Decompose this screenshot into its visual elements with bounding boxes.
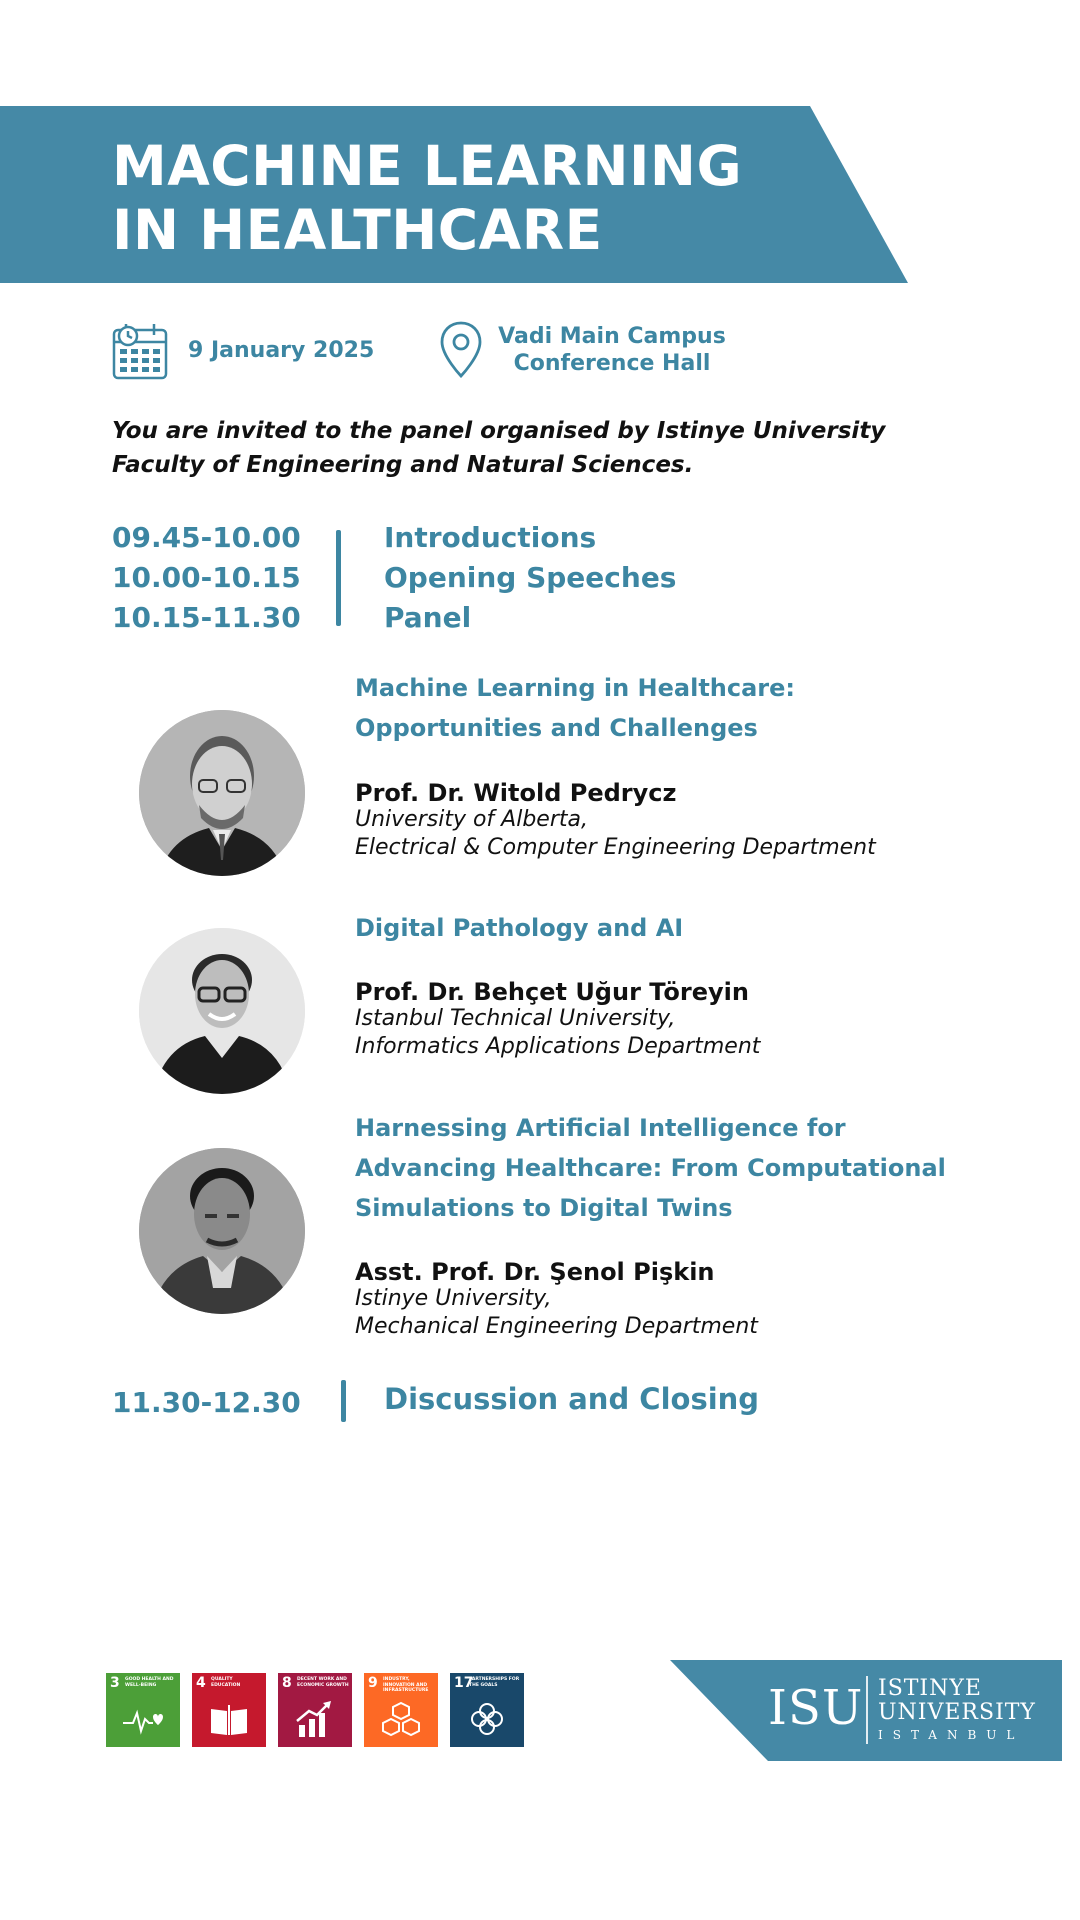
venue-line-1: Vadi Main Campus xyxy=(498,324,726,349)
heartbeat-icon xyxy=(123,1701,163,1737)
invitation-line-2: Faculty of Engineering and Natural Sciences. xyxy=(112,452,694,478)
affiliation-line: Electrical & Computer Engineering Department xyxy=(355,835,876,860)
agenda-divider xyxy=(336,530,341,626)
logo-abbreviation: ISU xyxy=(768,1680,864,1736)
page-title xyxy=(112,134,742,262)
sdg-badge xyxy=(278,1673,352,1747)
sdg-badge xyxy=(364,1673,438,1747)
agenda-time: 09.45-10.00 xyxy=(112,521,301,554)
speaker-photo xyxy=(139,710,305,876)
closing-item: Discussion and Closing xyxy=(384,1382,760,1416)
agenda-time: 10.00-10.15 xyxy=(112,561,301,594)
speaker-photo xyxy=(139,928,305,1094)
agenda-item: Opening Speeches xyxy=(384,561,677,594)
speaker-affiliation xyxy=(355,1285,1055,1341)
sdg-label: GOOD HEALTH AND WELL-BEING xyxy=(125,1677,174,1688)
growth-chart-icon xyxy=(295,1701,335,1737)
event-info-row xyxy=(112,318,1012,388)
sdg-number: 3 xyxy=(110,1675,120,1691)
sdg-label: DECENT WORK AND ECONOMIC GROWTH xyxy=(297,1677,349,1688)
title-banner xyxy=(0,106,910,283)
portrait-icon xyxy=(139,710,305,876)
sdg-number: 4 xyxy=(196,1675,206,1691)
talk-title-line: Machine Learning in Healthcare: xyxy=(355,674,796,702)
agenda-items xyxy=(384,518,676,638)
title-line-2: IN HEALTHCARE xyxy=(112,198,603,262)
speaker-affiliation xyxy=(355,1005,1055,1061)
invitation-line-1: You are invited to the panel organised by Istinye University xyxy=(112,418,886,444)
talk-title-line: Digital Pathology and AI xyxy=(355,914,684,942)
invitation-text xyxy=(112,414,962,482)
talk-title xyxy=(355,908,1055,948)
affiliation-line: Informatics Applications Department xyxy=(355,1034,761,1059)
speaker-name: Prof. Dr. Behçet Uğur Töreyin xyxy=(355,978,749,1006)
agenda-times xyxy=(112,518,301,638)
cubes-icon xyxy=(381,1701,421,1737)
agenda-time: 10.15-11.30 xyxy=(112,601,301,634)
sdg-label: PARTNERSHIPS FOR THE GOALS xyxy=(469,1677,520,1688)
logo-divider xyxy=(866,1676,868,1744)
affiliation-line: University of Alberta, xyxy=(355,807,588,832)
logo-line-2: UNIVERSITY xyxy=(878,1700,1036,1725)
logo-line-3: ISTANBUL xyxy=(878,1728,1025,1742)
talk-title-line: Simulations to Digital Twins xyxy=(355,1194,733,1222)
sdg-badge xyxy=(450,1673,524,1747)
title-line-1: MACHINE LEARNING xyxy=(112,134,743,198)
talk-title-line: Advancing Healthcare: From Computational xyxy=(355,1154,946,1182)
closing-divider xyxy=(341,1380,346,1422)
speaker-name: Asst. Prof. Dr. Şenol Pişkin xyxy=(355,1258,715,1286)
affiliation-line: Istanbul Technical University, xyxy=(355,1006,676,1031)
talk-title-line: Opportunities and Challenges xyxy=(355,714,758,742)
speaker-photo xyxy=(139,1148,305,1314)
flower-icon xyxy=(467,1701,507,1737)
sdg-badge xyxy=(106,1673,180,1747)
sdg-number: 8 xyxy=(282,1675,292,1691)
event-venue xyxy=(462,323,762,377)
portrait-icon xyxy=(139,928,305,1094)
agenda-item: Introductions xyxy=(384,521,597,554)
sdg-number: 9 xyxy=(368,1675,378,1691)
speaker-name: Prof. Dr. Witold Pedrycz xyxy=(355,779,677,807)
logo-line-1: ISTINYE xyxy=(878,1676,982,1701)
book-icon xyxy=(209,1701,249,1737)
sdg-number: 17 xyxy=(454,1675,474,1691)
calendar-icon xyxy=(112,322,168,380)
affiliation-line: Mechanical Engineering Department xyxy=(355,1314,758,1339)
sdg-label: INDUSTRY, INNOVATION AND INFRASTRUCTURE xyxy=(383,1677,429,1693)
agenda-item: Panel xyxy=(384,601,472,634)
affiliation-line: Istinye University, xyxy=(355,1286,552,1311)
sdg-badge xyxy=(192,1673,266,1747)
venue-line-2: Conference Hall xyxy=(513,351,711,376)
talk-title-line: Harnessing Artificial Intelligence for xyxy=(355,1114,846,1142)
university-logo xyxy=(670,1660,1062,1761)
speaker-affiliation xyxy=(355,806,1055,862)
talk-title xyxy=(355,668,1055,748)
talk-title xyxy=(355,1108,1055,1228)
sdg-label: QUALITY EDUCATION xyxy=(211,1677,241,1688)
portrait-icon xyxy=(139,1148,305,1314)
event-date: 9 January 2025 xyxy=(188,338,375,363)
closing-time: 11.30-12.30 xyxy=(112,1386,301,1419)
